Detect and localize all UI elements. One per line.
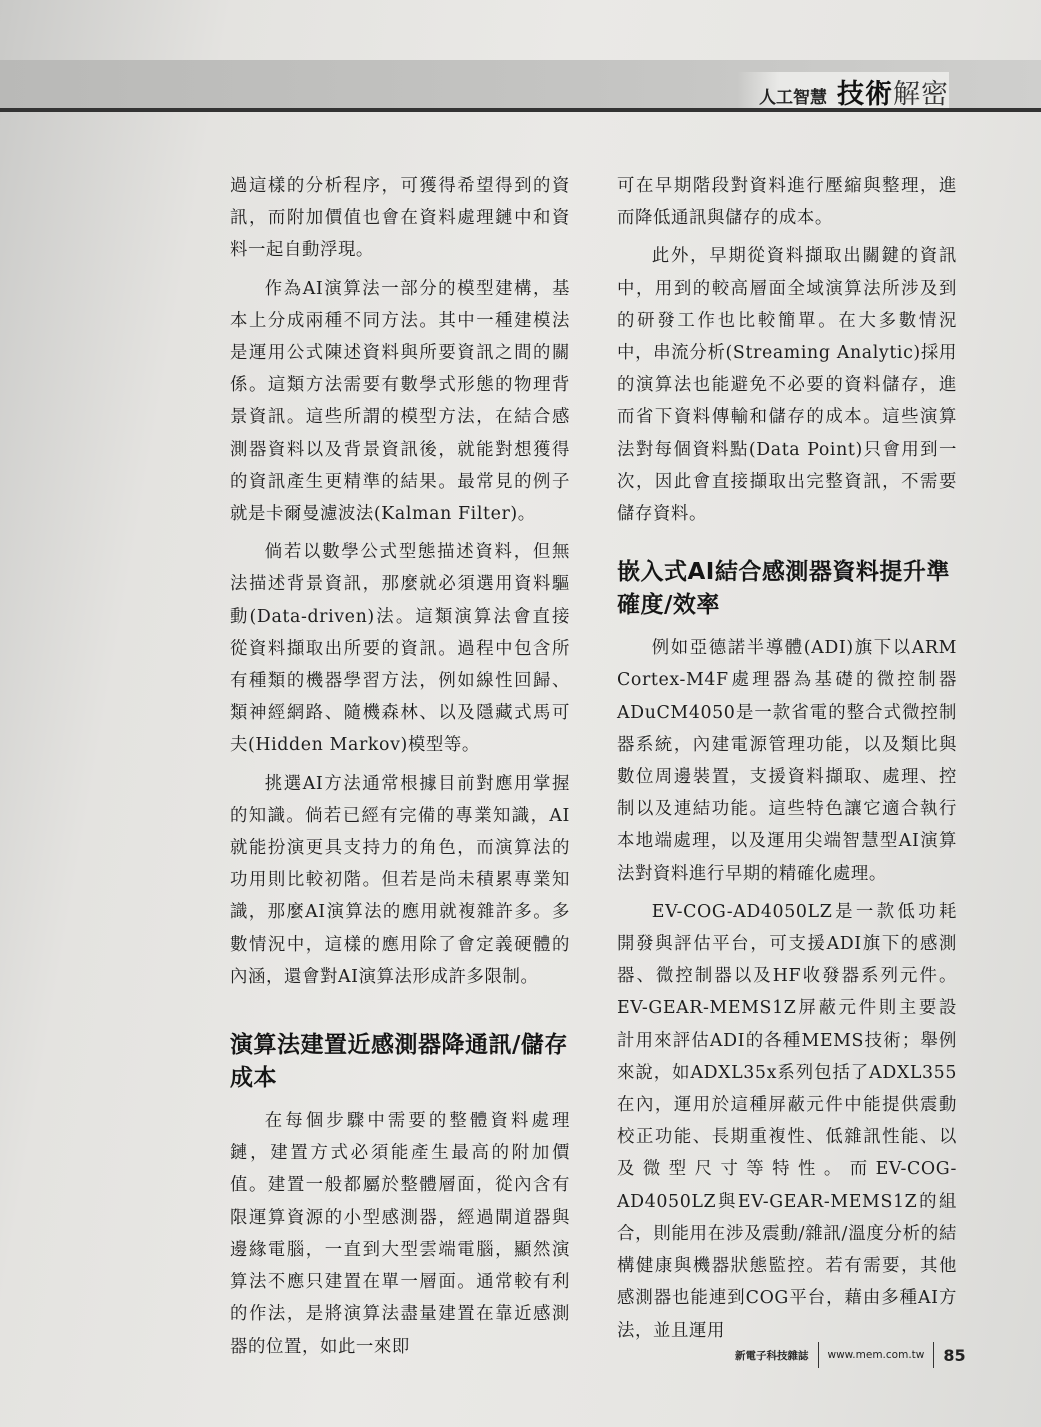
left-paragraph-5: 在每個步驟中需要的整體資料處理鏈，建置方式必須能產生最高的附加價值。建置一般都屬於整體層面，從內含有限運算資源的小型感測器，經過閘道器與邊緣電腦，一直到大型雲端電腦，顯然演算法不應只建置在單一層面。通常較有利的作法，是將演算法盡量建置在靠近感測器的位置，如此一來即 (230, 1111, 570, 1357)
left-paragraph-4: 挑選AI方法通常根據目前對應用掌握的知識。倘若已經有完備的專業知識，AI就能扮演更具支持力的角色，而演算法的功用則比較初階。但若是尚未積累專業知識，那麼AI演算法的應用就複雜許多。多數情況中，這樣的應用除了會定義硬體的內涵，還會對AI演算法形成許多限制。 (230, 773, 570, 987)
page-number: 85 (943, 1345, 966, 1365)
left-paragraph-3: 倘若以數學公式型態描述資料，但無法描述背景資訊，那麼就必須選用資料驅動(Data-driven)法。這類演算法會直接從資料擷取出所要的資訊。過程中包含所有種類的機器學習方法，例如線性回歸、類神經網路、隨機森林、以及隱藏式馬可夫(Hidden Markov)模型等。 (230, 542, 570, 756)
footer-magazine-name: 新電子科技雜誌 (735, 1349, 809, 1362)
page-footer (735, 1342, 966, 1368)
right-column (617, 170, 957, 1353)
header-column-title (837, 72, 949, 111)
left-paragraph-2: 作為AI演算法一部分的模型建構，基本上分成兩種不同方法。其中一種建模法是運用公式陳述資料與所要資訊之間的關係。這類方法需要有數學式形態的物理背景資訊。這些所謂的模型方法，在結合感測器資料以及背景資訊後，就能對想獲得的資訊產生更精準的結果。最常見的例子就是卡爾曼濾波法(Kalman Filter)。 (230, 278, 570, 525)
footer-divider (818, 1342, 819, 1368)
header-brand-light: 解密 (893, 79, 949, 110)
right-paragraph-1: 可在早期階段對資料進行壓縮與整理，進而降低通訊與儲存的成本。 (617, 176, 957, 229)
left-section-heading: 演算法建置近感測器降通訊/儲存成本 (230, 1032, 568, 1092)
header-section-label: 人工智慧 (759, 88, 827, 108)
running-header (737, 72, 949, 108)
header-brand-bold: 技術 (837, 79, 893, 110)
right-paragraph-4: EV-COG-AD4050LZ是一款低功耗開發與評估平台，可支援ADI旗下的感測器、微控制器以及HF收發器系列元件。EV-GEAR-MEMS1Z屏蔽元件則主要設計用來評估ADI的各種MEMS技術；舉例來說，如ADXL35x系列包括了ADXL355在內，運用於這種屏蔽元件中能提供震動校正功能、長期重複性、低雜訊性能、以及微型尺寸等特性。而EV-COG-AD4050LZ與EV-GEAR-MEMS1Z的組合，則能用在涉及震動/雜訊/溫度分析的結構健康與機器狀態監控。若有需要，其他感測器也能連到COG平台，藉由多種AI方法，並且運用 (617, 901, 957, 1341)
footer-url: www.mem.com.tw (827, 1349, 925, 1361)
left-column (230, 170, 570, 1369)
left-paragraph-1: 過這樣的分析程序，可獲得希望得到的資訊，而附加價值也會在資料處理鏈中和資料一起自動浮現。 (230, 176, 570, 261)
right-paragraph-2: 此外，早期從資料擷取出關鍵的資訊中，用到的較高層面全域演算法所涉及到的研發工作也比較簡單。在大多數情況中，串流分析(Streaming Analytic)採用的演算法也能避免不必要的資料儲存，進而省下資料傳輸和儲存的成本。這些演算法對每個資料點(Data Point)只會用到一次，因此會直接擷取出完整資訊，不需要儲存資料。 (617, 246, 957, 525)
footer-divider (933, 1342, 934, 1368)
right-section-heading: 嵌入式AI結合感測器資料提升準確度/效率 (617, 559, 950, 619)
right-paragraph-3: 例如亞德諾半導體(ADI)旗下以ARM Cortex-M4F處理器為基礎的微控制器ADuCM4050是一款省電的整合式微控制器系統，內建電源管理功能，以及類比與數位周邊裝置，支援資料擷取、處理、控制以及連結功能。這些特色讓它適合執行本地端處理，以及運用尖端智慧型AI演算法對資料進行早期的精確化處理。 (617, 638, 957, 884)
